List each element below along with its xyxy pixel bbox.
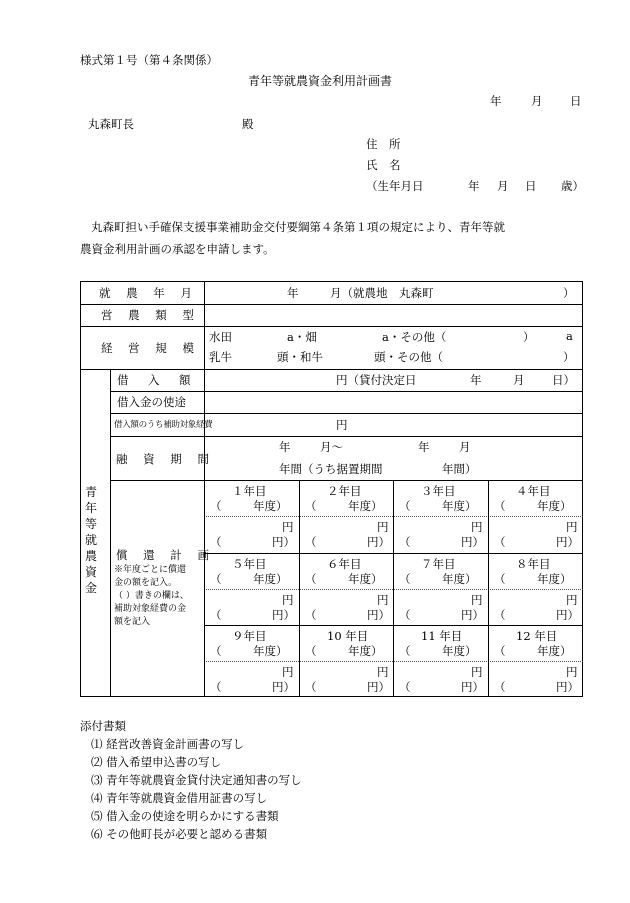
repayment-note-1: ※年度ごとに償還	[114, 565, 187, 575]
period-start-month: 月～	[320, 440, 343, 454]
fiscal-year-close: 年度）	[253, 644, 288, 658]
fiscal-year-open: （	[305, 644, 317, 658]
date-month: 月	[531, 94, 543, 108]
start-date-label: 就 農 年 月	[99, 286, 198, 300]
birth-age: 歳）	[561, 179, 584, 193]
repayment-yen: 円	[471, 665, 483, 679]
repayment-yen: 円	[566, 593, 578, 607]
farming-type-label: 営 農 類 型	[101, 308, 200, 322]
subsidy-paren-open: （	[494, 608, 506, 622]
fiscal-year-open: （	[210, 572, 222, 586]
period-end-month: 月	[459, 440, 471, 454]
dairy-label: 乳牛	[209, 350, 232, 364]
farming-type-field[interactable]	[208, 307, 578, 323]
fiscal-year-open: （	[210, 644, 222, 658]
attachment-item: ⑹ その他町長が必要と認める書類	[91, 827, 268, 841]
honorific: 殿	[242, 117, 254, 131]
subsidy-paren-open: （	[494, 535, 506, 549]
repayment-note-5: 額を記入	[114, 617, 151, 627]
other-close-a: ）	[523, 330, 535, 344]
fiscal-year-open: （	[494, 572, 506, 586]
start-close: ）	[563, 286, 575, 300]
document-title: 青年等就農資金利用計画書	[248, 74, 393, 88]
loan-use-label: 借入金の使途	[117, 395, 186, 409]
repayment-year-label: １年目	[232, 484, 267, 498]
fiscal-year-open: （	[305, 499, 317, 513]
form-number: 様式第１号（第４条関係）	[80, 53, 218, 67]
subsidy-yen-close: 円）	[367, 608, 390, 622]
other-close-b: ）	[563, 350, 575, 364]
loan-decision-day: 日）	[552, 373, 575, 387]
fiscal-year-close: 年度）	[348, 644, 383, 658]
subsidy-paren-open: （	[305, 535, 317, 549]
subsidy-yen-close: 円）	[367, 535, 390, 549]
scale-label: 経 営 規 模	[101, 341, 200, 355]
fiscal-year-open: （	[210, 499, 222, 513]
row-divider	[80, 326, 583, 327]
subsidy-yen-close: 円）	[272, 680, 295, 694]
repayment-plan-label: 償 還 計 画	[116, 548, 215, 562]
fiscal-year-close: 年度）	[348, 499, 383, 513]
subsidy-paren-open: （	[210, 608, 222, 622]
col-divider	[393, 480, 394, 697]
attachments-title: 添付書類	[80, 719, 126, 733]
repayment-yen: 円	[282, 520, 294, 534]
repayment-year-label: ５年目	[232, 557, 267, 571]
repayment-year-label: ３年目	[421, 484, 456, 498]
fiscal-year-close: 年度）	[537, 572, 572, 586]
subsidy-paren-open: （	[305, 680, 317, 694]
period-grace: 年間）	[442, 462, 477, 476]
field-label: a・畑	[287, 330, 317, 344]
subsidy-paren-open: （	[210, 535, 222, 549]
row-divider	[110, 413, 583, 414]
subsidy-yen-close: 円）	[556, 608, 579, 622]
start-year: 年	[287, 286, 299, 300]
repayment-year-label: ６年目	[327, 557, 362, 571]
loan-amount-label: 借 入 額	[117, 373, 195, 387]
subsidy-label: 借入額のうち補助対象経費	[114, 420, 213, 430]
body-text-line-2: 農資金利用計画の承認を申請します。	[80, 242, 275, 256]
subsidy-yen-close: 円）	[556, 535, 579, 549]
repayment-yen: 円	[377, 593, 389, 607]
repayment-yen: 円	[566, 665, 578, 679]
subsidy-paren-open: （	[494, 680, 506, 694]
col-divider	[488, 480, 489, 697]
area-unit: a	[566, 329, 573, 343]
repayment-year-label: 12 年目	[516, 629, 558, 643]
period-end-year: 年	[418, 440, 430, 454]
fiscal-year-open: （	[494, 644, 506, 658]
repayment-year-label: 11 年目	[421, 629, 463, 643]
subsidy-yen-close: 円）	[461, 535, 484, 549]
repayment-year-label: ４年目	[516, 484, 551, 498]
repayment-note-2: 金の額を記入。	[114, 578, 178, 588]
subsidy-paren-open: （	[305, 608, 317, 622]
fiscal-year-close: 年度）	[537, 644, 572, 658]
fiscal-year-close: 年度）	[442, 499, 477, 513]
repayment-yen: 円	[471, 520, 483, 534]
fiscal-year-close: 年度）	[442, 644, 477, 658]
repayment-yen: 円	[377, 665, 389, 679]
row-divider	[110, 391, 583, 392]
repayment-yen: 円	[471, 593, 483, 607]
subsidy-paren-open: （	[210, 680, 222, 694]
fiscal-year-close: 年度）	[442, 572, 477, 586]
addressee: 丸森町長	[88, 117, 134, 131]
youth-farming-fund-label: 青年等就農資金	[84, 485, 97, 595]
date-year: 年	[490, 94, 502, 108]
col-divider	[299, 480, 300, 697]
fiscal-year-open: （	[305, 572, 317, 586]
loan-use-field[interactable]	[208, 394, 578, 410]
other-label-b: 頭・その他（	[374, 350, 443, 364]
birth-year: 年	[468, 179, 480, 193]
subsidy-yen-close: 円）	[556, 680, 579, 694]
loan-decision-month: 月	[513, 373, 525, 387]
repayment-year-label: 10 年目	[327, 629, 369, 643]
birth-label: （生年月日	[366, 179, 424, 193]
address-label: 住 所	[366, 137, 401, 151]
repayment-yen: 円	[566, 520, 578, 534]
loan-period-label: 融 資 期 間	[116, 452, 215, 466]
repayment-year-label: ８年目	[516, 557, 551, 571]
repayment-note-4: 補助対象経費の金	[114, 604, 187, 614]
start-month-location: 月（就農地 丸森町	[330, 286, 434, 300]
loan-amount-yen: 円（貸付決定日	[336, 373, 417, 387]
attachment-item: ⑴ 経営改善資金計画書の写し	[91, 737, 245, 751]
subsidy-yen: 円	[336, 418, 348, 432]
repayment-yen: 円	[282, 665, 294, 679]
date-day: 日	[570, 94, 582, 108]
attachment-item: ⑵ 借入希望申込書の写し	[91, 755, 222, 769]
subsidy-paren-open: （	[399, 608, 411, 622]
repayment-note-3: （ ）書きの欄は、	[114, 591, 189, 601]
repayment-year-label: ７年目	[421, 557, 456, 571]
subsidy-yen-close: 円）	[367, 680, 390, 694]
paddy-label: 水田	[209, 330, 232, 344]
fiscal-year-open: （	[399, 572, 411, 586]
col-divider	[204, 281, 205, 697]
repayment-yen: 円	[377, 520, 389, 534]
subsidy-yen-close: 円）	[461, 608, 484, 622]
subsidy-paren-open: （	[399, 680, 411, 694]
wagyu-label: 頭・和牛	[277, 350, 323, 364]
fiscal-year-close: 年度）	[253, 572, 288, 586]
subsidy-yen-close: 円）	[461, 680, 484, 694]
attachment-item: ⑸ 借入金の使途を明らかにする書類	[91, 809, 279, 823]
fiscal-year-close: 年度）	[537, 499, 572, 513]
name-label: 氏 名	[366, 158, 401, 172]
fiscal-year-close: 年度）	[253, 499, 288, 513]
birth-month: 月	[497, 179, 509, 193]
subsidy-yen-close: 円）	[272, 535, 295, 549]
fiscal-year-open: （	[399, 499, 411, 513]
loan-decision-year: 年	[470, 373, 482, 387]
birth-day: 日	[525, 179, 537, 193]
fiscal-year-open: （	[494, 499, 506, 513]
period-years: 年間（うち据置期間	[279, 462, 383, 476]
attachment-item: ⑶ 青年等就農資金貸付決定通知書の写し	[91, 773, 302, 787]
period-start-year: 年	[279, 440, 291, 454]
col-divider	[110, 369, 111, 697]
row-divider	[80, 304, 583, 305]
row-divider	[110, 480, 583, 481]
repayment-yen: 円	[282, 593, 294, 607]
subsidy-yen-close: 円）	[272, 608, 295, 622]
row-divider	[110, 436, 583, 437]
subsidy-paren-open: （	[399, 535, 411, 549]
repayment-year-label: ２年目	[327, 484, 362, 498]
body-text-line-1: 丸森町担い手確保支援事業補助金交付要綱第４条第１項の規定により、青年等就	[91, 220, 505, 234]
row-divider	[80, 369, 583, 370]
attachment-item: ⑷ 青年等就農資金借用証書の写し	[91, 791, 268, 805]
fiscal-year-open: （	[399, 644, 411, 658]
other-label-a: a・その他（	[382, 330, 447, 344]
repayment-year-label: ９年目	[232, 629, 267, 643]
fiscal-year-close: 年度）	[348, 572, 383, 586]
